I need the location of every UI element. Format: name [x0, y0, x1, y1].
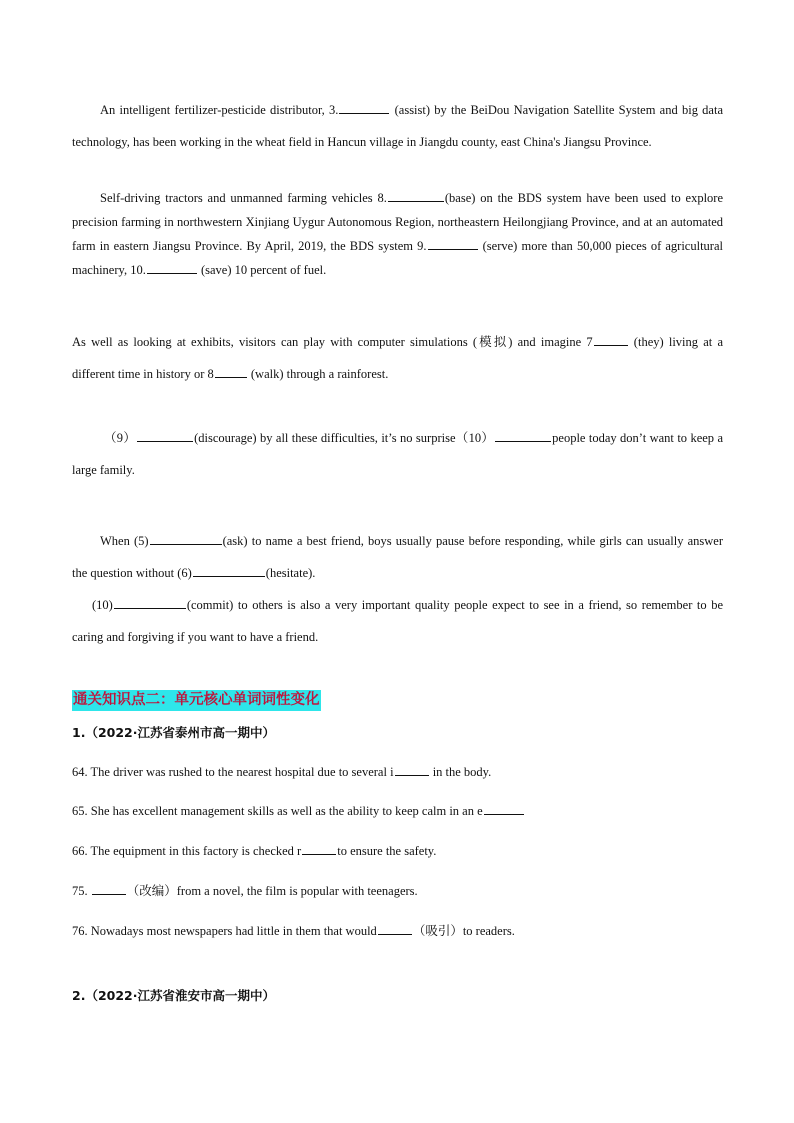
passage-best-friend: When (5) (ask) to name a best friend, boys usually pause before responding, while girls can usually answer the question without (6) (hesitate).	[72, 534, 724, 580]
answer-blank-9[interactable]	[428, 238, 478, 250]
answer-blank-9b[interactable]	[137, 430, 193, 442]
question-65: 65. She has excellent management skills as well as the ability to keep calm in an e	[72, 802, 525, 820]
question-66: 66. The equipment in this factory is checked r to ensure the safety.	[72, 844, 437, 858]
answer-blank-8[interactable]	[388, 190, 444, 202]
answer-blank-66[interactable]	[302, 843, 336, 855]
passage-discourage: （9） (discourage) by all these difficulties, it’s no surprise（10） people today don’t want to keep a large family.	[72, 431, 723, 477]
answer-blank-5[interactable]	[150, 533, 222, 545]
answer-blank-3[interactable]	[339, 102, 389, 114]
answer-blank-7[interactable]	[594, 334, 628, 346]
passage-exhibits: As well as looking at exhibits, visitors can play with computer simulations (模拟) and imagine 7 (they) living at a different time in history or 8 (walk) through a rainforest.	[72, 335, 723, 381]
group-title-2: 2.（2022·江苏省淮安市高一期中）	[72, 988, 275, 1003]
answer-blank-8b[interactable]	[215, 366, 247, 378]
answer-blank-10b[interactable]	[495, 430, 551, 442]
answer-blank-76[interactable]	[378, 923, 412, 935]
answer-blank-10c[interactable]	[114, 597, 186, 609]
answer-blank-64[interactable]	[395, 764, 429, 776]
group-title-1: 1.（2022·江苏省泰州市高一期中）	[72, 725, 275, 740]
answer-blank-6[interactable]	[193, 565, 265, 577]
question-76: 76. Nowadays most newspapers had little in them that would （吸引）to readers.	[72, 924, 515, 938]
question-64: 64. The driver was rushed to the nearest hospital due to several i in the body.	[72, 765, 492, 779]
answer-blank-10[interactable]	[147, 262, 197, 274]
answer-blank-65[interactable]	[484, 803, 524, 815]
passage-self-driving-tractors: Self-driving tractors and unmanned farming vehicles 8. (base) on the BDS system have been used to explore precision farming in northwestern Xinjiang Uygur Autonomous Region, northeastern Heilongjiang Province, and at an automated farm in eastern Jiangsu Province. By April, 2019, the BDS system 9. (serve) more than 50,000 pieces of agricultural machinery, 10. (save) 10 percent of fuel.	[72, 191, 724, 277]
section-heading: 通关知识点二：单元核心单词词性变化	[72, 690, 321, 711]
passage-commit: (10) (commit) to others is also a very important quality people expect to see in a friend, so remember to be caring and forgiving if you want to have a friend.	[72, 598, 723, 644]
passage-beidou-distributor: An intelligent fertilizer-pesticide distributor, 3. (assist) by the BeiDou Navigation Satellite System and big data technology, has been working in the wheat field in Hancun village in Jiangdu county, east China's Jiangsu Province.	[72, 103, 723, 149]
question-75: 75. （改编）from a novel, the film is popular with teenagers.	[72, 884, 418, 898]
answer-blank-75[interactable]	[92, 883, 126, 895]
